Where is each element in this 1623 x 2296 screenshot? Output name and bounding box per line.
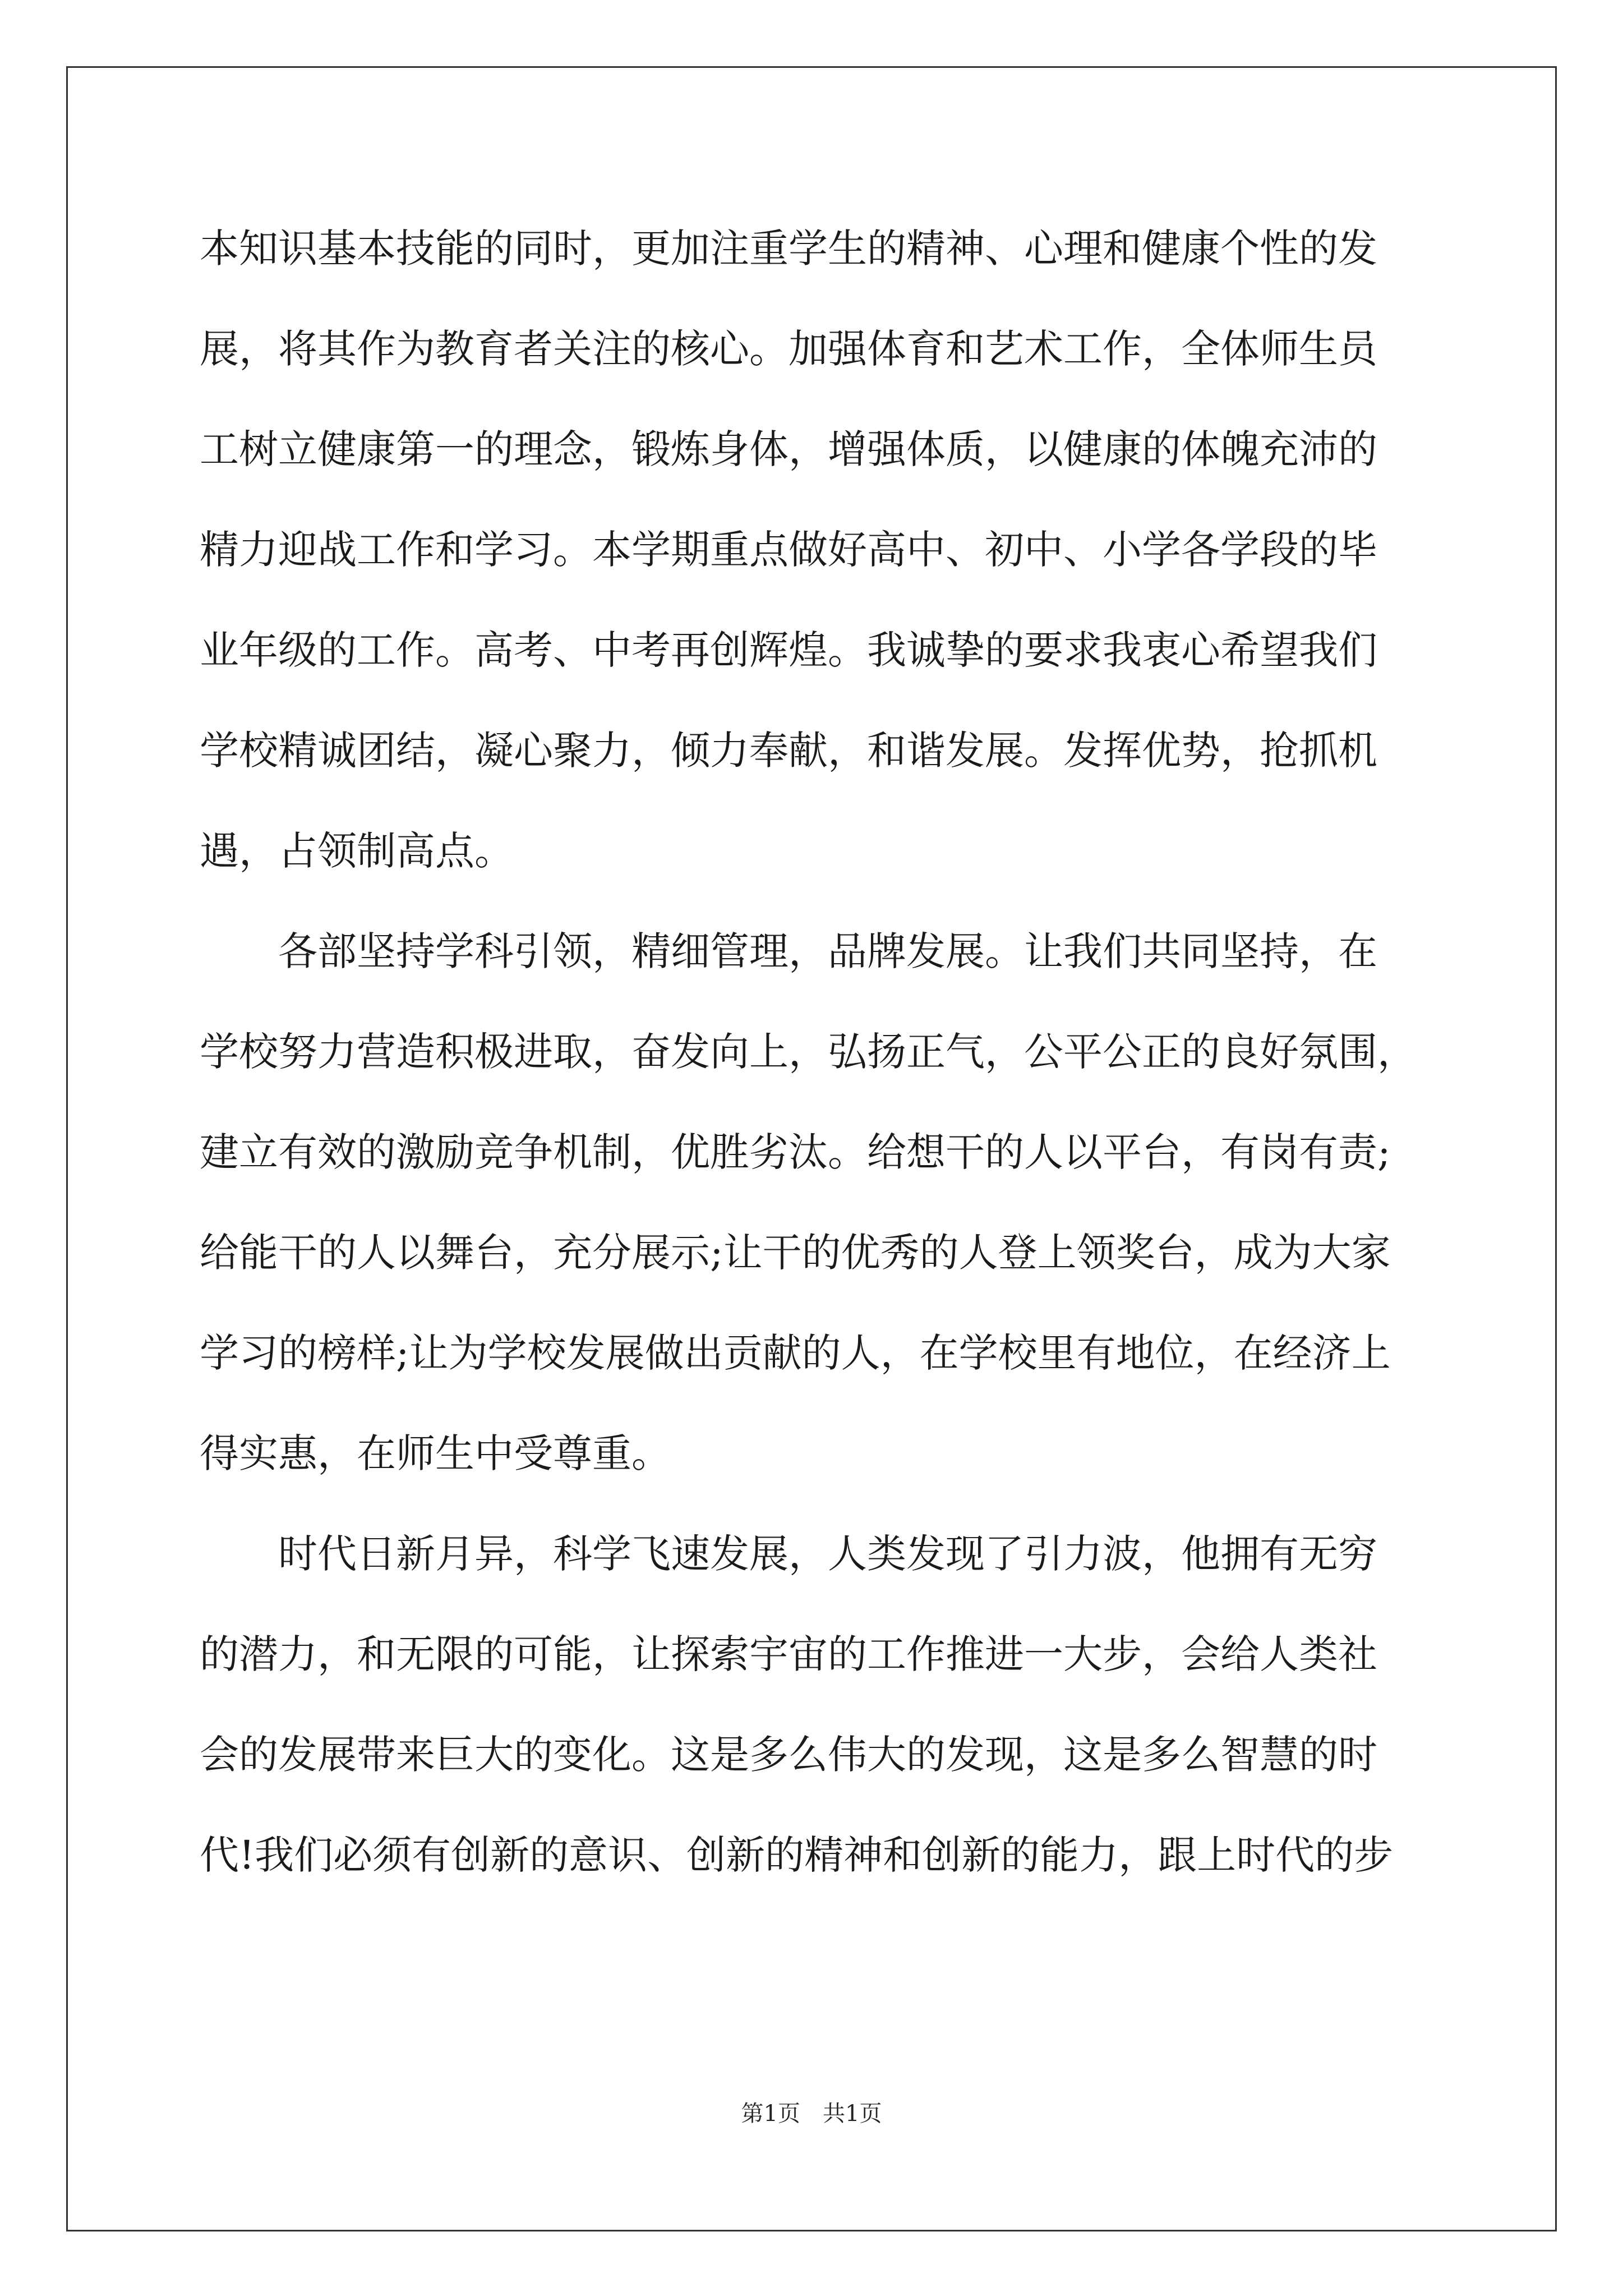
text-line: 展，将其作为教育者关注的核心。加强体育和艺术工作，全体师生员 (200, 326, 1377, 372)
text-line: 的潜力，和无限的可能，让探索宇宙的工作推进一大步，会给人类社 (200, 1631, 1377, 1677)
text-line: 精力迎战工作和学习。本学期重点做好高中、初中、小学各学段的毕 (200, 527, 1377, 573)
text-line: 本知识基本技能的同时，更加注重学生的精神、心理和健康个性的发 (200, 226, 1377, 272)
text-line: 会的发展带来巨大的变化。这是多么伟大的发现，这是多么智慧的时 (200, 1732, 1377, 1778)
text-line: 学校精诚团结，凝心聚力，倾力奉献，和谐发展。发挥优势，抢抓机 (200, 728, 1377, 774)
text-line: 得实惠，在师生中受尊重。 (200, 1430, 671, 1476)
text-line: 各部坚持学科引领，精细管理，品牌发展。让我们共同坚持，在 (200, 928, 1377, 974)
text-line: 时代日新月异，科学飞速发展，人类发现了引力波，他拥有无穷 (200, 1531, 1377, 1577)
text-line: 业年级的工作。高考、中考再创辉煌。我诚挚的要求我衷心希望我们 (200, 627, 1377, 673)
text-line: 学校努力营造积极进取，奋发向上，弘扬正气，公平公正的良好氛围， (200, 1029, 1417, 1075)
text-line: 代!我们必须有创新的意识、创新的精神和创新的能力，跟上时代的步 (200, 1832, 1394, 1878)
text-line: 建立有效的激励竞争机制，优胜劣汰。给想干的人以平台，有岗有责; (200, 1129, 1391, 1175)
text-line: 学习的榜样;让为学校发展做出贡献的人，在学校里有地位，在经济上 (200, 1330, 1391, 1376)
text-line: 给能干的人以舞台，充分展示;让干的优秀的人登上领奖台，成为大家 (200, 1230, 1391, 1276)
text-line: 遇，占领制高点。 (200, 828, 514, 874)
text-line: 工树立健康第一的理念，锻炼身体，增强体质，以健康的体魄充沛的 (200, 426, 1377, 472)
page-number-footer: 第1页 共1页 (741, 2101, 882, 2127)
